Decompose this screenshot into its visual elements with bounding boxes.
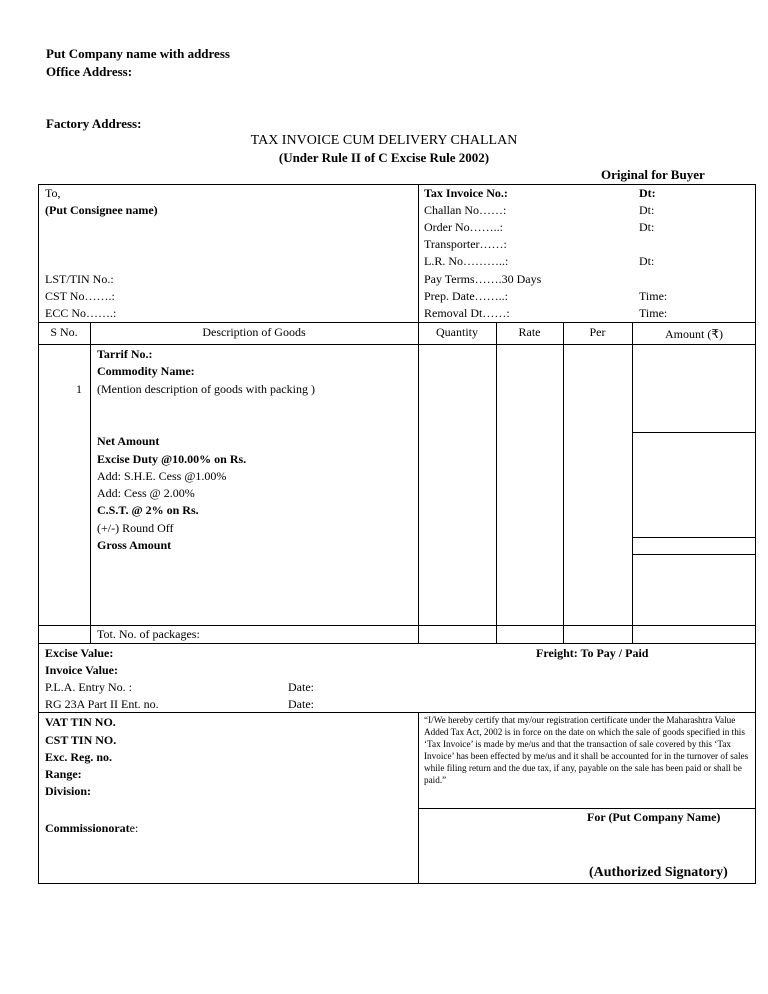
invoice-date: Dt: bbox=[639, 186, 656, 200]
cst-no-label: CST No…….: bbox=[45, 289, 115, 303]
item-description: (Mention description of goods with packing ) bbox=[97, 382, 315, 396]
invoice-value: Invoice Value: bbox=[45, 663, 119, 677]
item-sno: 1 bbox=[76, 382, 82, 396]
gross-amount: Gross Amount bbox=[97, 538, 172, 552]
total-packages: Tot. No. of packages: bbox=[97, 627, 200, 641]
removal-time: Time: bbox=[639, 306, 668, 320]
transporter: Transporter……: bbox=[424, 237, 507, 251]
tax-invoice-no: Tax Invoice No.: bbox=[424, 186, 508, 200]
copy-label: Original for Buyer bbox=[601, 167, 705, 182]
challan-date: Dt: bbox=[639, 203, 655, 217]
net-amount: Net Amount bbox=[97, 434, 160, 448]
for-company: For (Put Company Name) bbox=[587, 810, 721, 824]
cess: Add: Cess @ 2.00% bbox=[97, 486, 195, 500]
order-no: Order No……..: bbox=[424, 220, 503, 234]
vat-tin: VAT TIN NO. bbox=[45, 715, 116, 729]
certificate-text: “I/We hereby certify that my/our registration certificate under the Maharashtra Value Added Tax Act, 2002 is in force on the date on which the sale of goods specified in this ‘Tax Invoice’ is made by me/us and that the transaction of sale covered by this ‘Tax Invoice’ has been effected by me/us and it shall be accounted for in the turnover of sales while filing return and the due tax, if any, payable on the sale has been paid or shall be paid.” bbox=[424, 715, 749, 785]
challan-no: Challan No……: bbox=[424, 203, 507, 217]
header-sno: S No. bbox=[50, 325, 78, 339]
prep-date: Prep. Date……..: bbox=[424, 289, 508, 303]
excise-value: Excise Value: bbox=[45, 646, 114, 660]
tarrif-no: Tarrif No.: bbox=[97, 347, 153, 361]
factory-address: Factory Address: bbox=[46, 116, 142, 131]
cst-tax: C.S.T. @ 2% on Rs. bbox=[97, 503, 199, 517]
excise-reg: Exc. Reg. no. bbox=[45, 750, 112, 764]
header-rate: Rate bbox=[518, 325, 541, 339]
commissionerate bbox=[45, 821, 138, 836]
pla-date: Date: bbox=[288, 680, 314, 694]
commissionerate-bold: Commissionorat bbox=[45, 821, 130, 835]
commodity-name: Commodity Name: bbox=[97, 364, 195, 378]
document-subtitle: (Under Rule II of C Excise Rule 2002) bbox=[278, 150, 490, 165]
round-off: (+/-) Round Off bbox=[97, 521, 174, 535]
lr-date: Dt: bbox=[639, 254, 655, 268]
division: Division: bbox=[45, 784, 92, 798]
she-cess: Add: S.H.E. Cess @1.00% bbox=[97, 469, 227, 483]
removal-date: Removal Dt……: bbox=[424, 306, 510, 320]
order-date: Dt: bbox=[639, 220, 655, 234]
commissionerate-rest: e: bbox=[129, 821, 139, 835]
header-description: Description of Goods bbox=[202, 325, 306, 339]
authorized-signatory: (Authorized Signatory) bbox=[589, 865, 728, 880]
freight: Freight: To Pay / Paid bbox=[536, 646, 649, 660]
prep-time: Time: bbox=[639, 289, 668, 303]
pay-terms: Pay Terms…….30 Days bbox=[424, 272, 542, 286]
header-amount: Amount (₹) bbox=[665, 327, 723, 341]
pla-entry: P.L.A. Entry No. : bbox=[45, 680, 132, 694]
ecc-no-label: ECC No…….: bbox=[45, 306, 117, 320]
rg23a-entry: RG 23A Part II Ent. no. bbox=[45, 697, 159, 711]
lst-tin-label: LST/TIN No.: bbox=[45, 272, 114, 286]
office-address: Office Address: bbox=[46, 64, 133, 79]
rg23a-date: Date: bbox=[288, 697, 314, 711]
excise-duty: Excise Duty @10.00% on Rs. bbox=[97, 452, 247, 466]
company-name: Put Company name with address bbox=[46, 46, 230, 61]
header-quantity: Quantity bbox=[436, 325, 478, 339]
range: Range: bbox=[45, 767, 82, 781]
document-title: TAX INVOICE CUM DELIVERY CHALLAN bbox=[250, 133, 518, 148]
consignee-name: (Put Consignee name) bbox=[45, 203, 158, 217]
header-per: Per bbox=[589, 325, 606, 339]
cst-tin: CST TIN NO. bbox=[45, 733, 117, 747]
to-label: To, bbox=[45, 186, 61, 200]
lr-no: L.R. No………..: bbox=[424, 254, 509, 268]
